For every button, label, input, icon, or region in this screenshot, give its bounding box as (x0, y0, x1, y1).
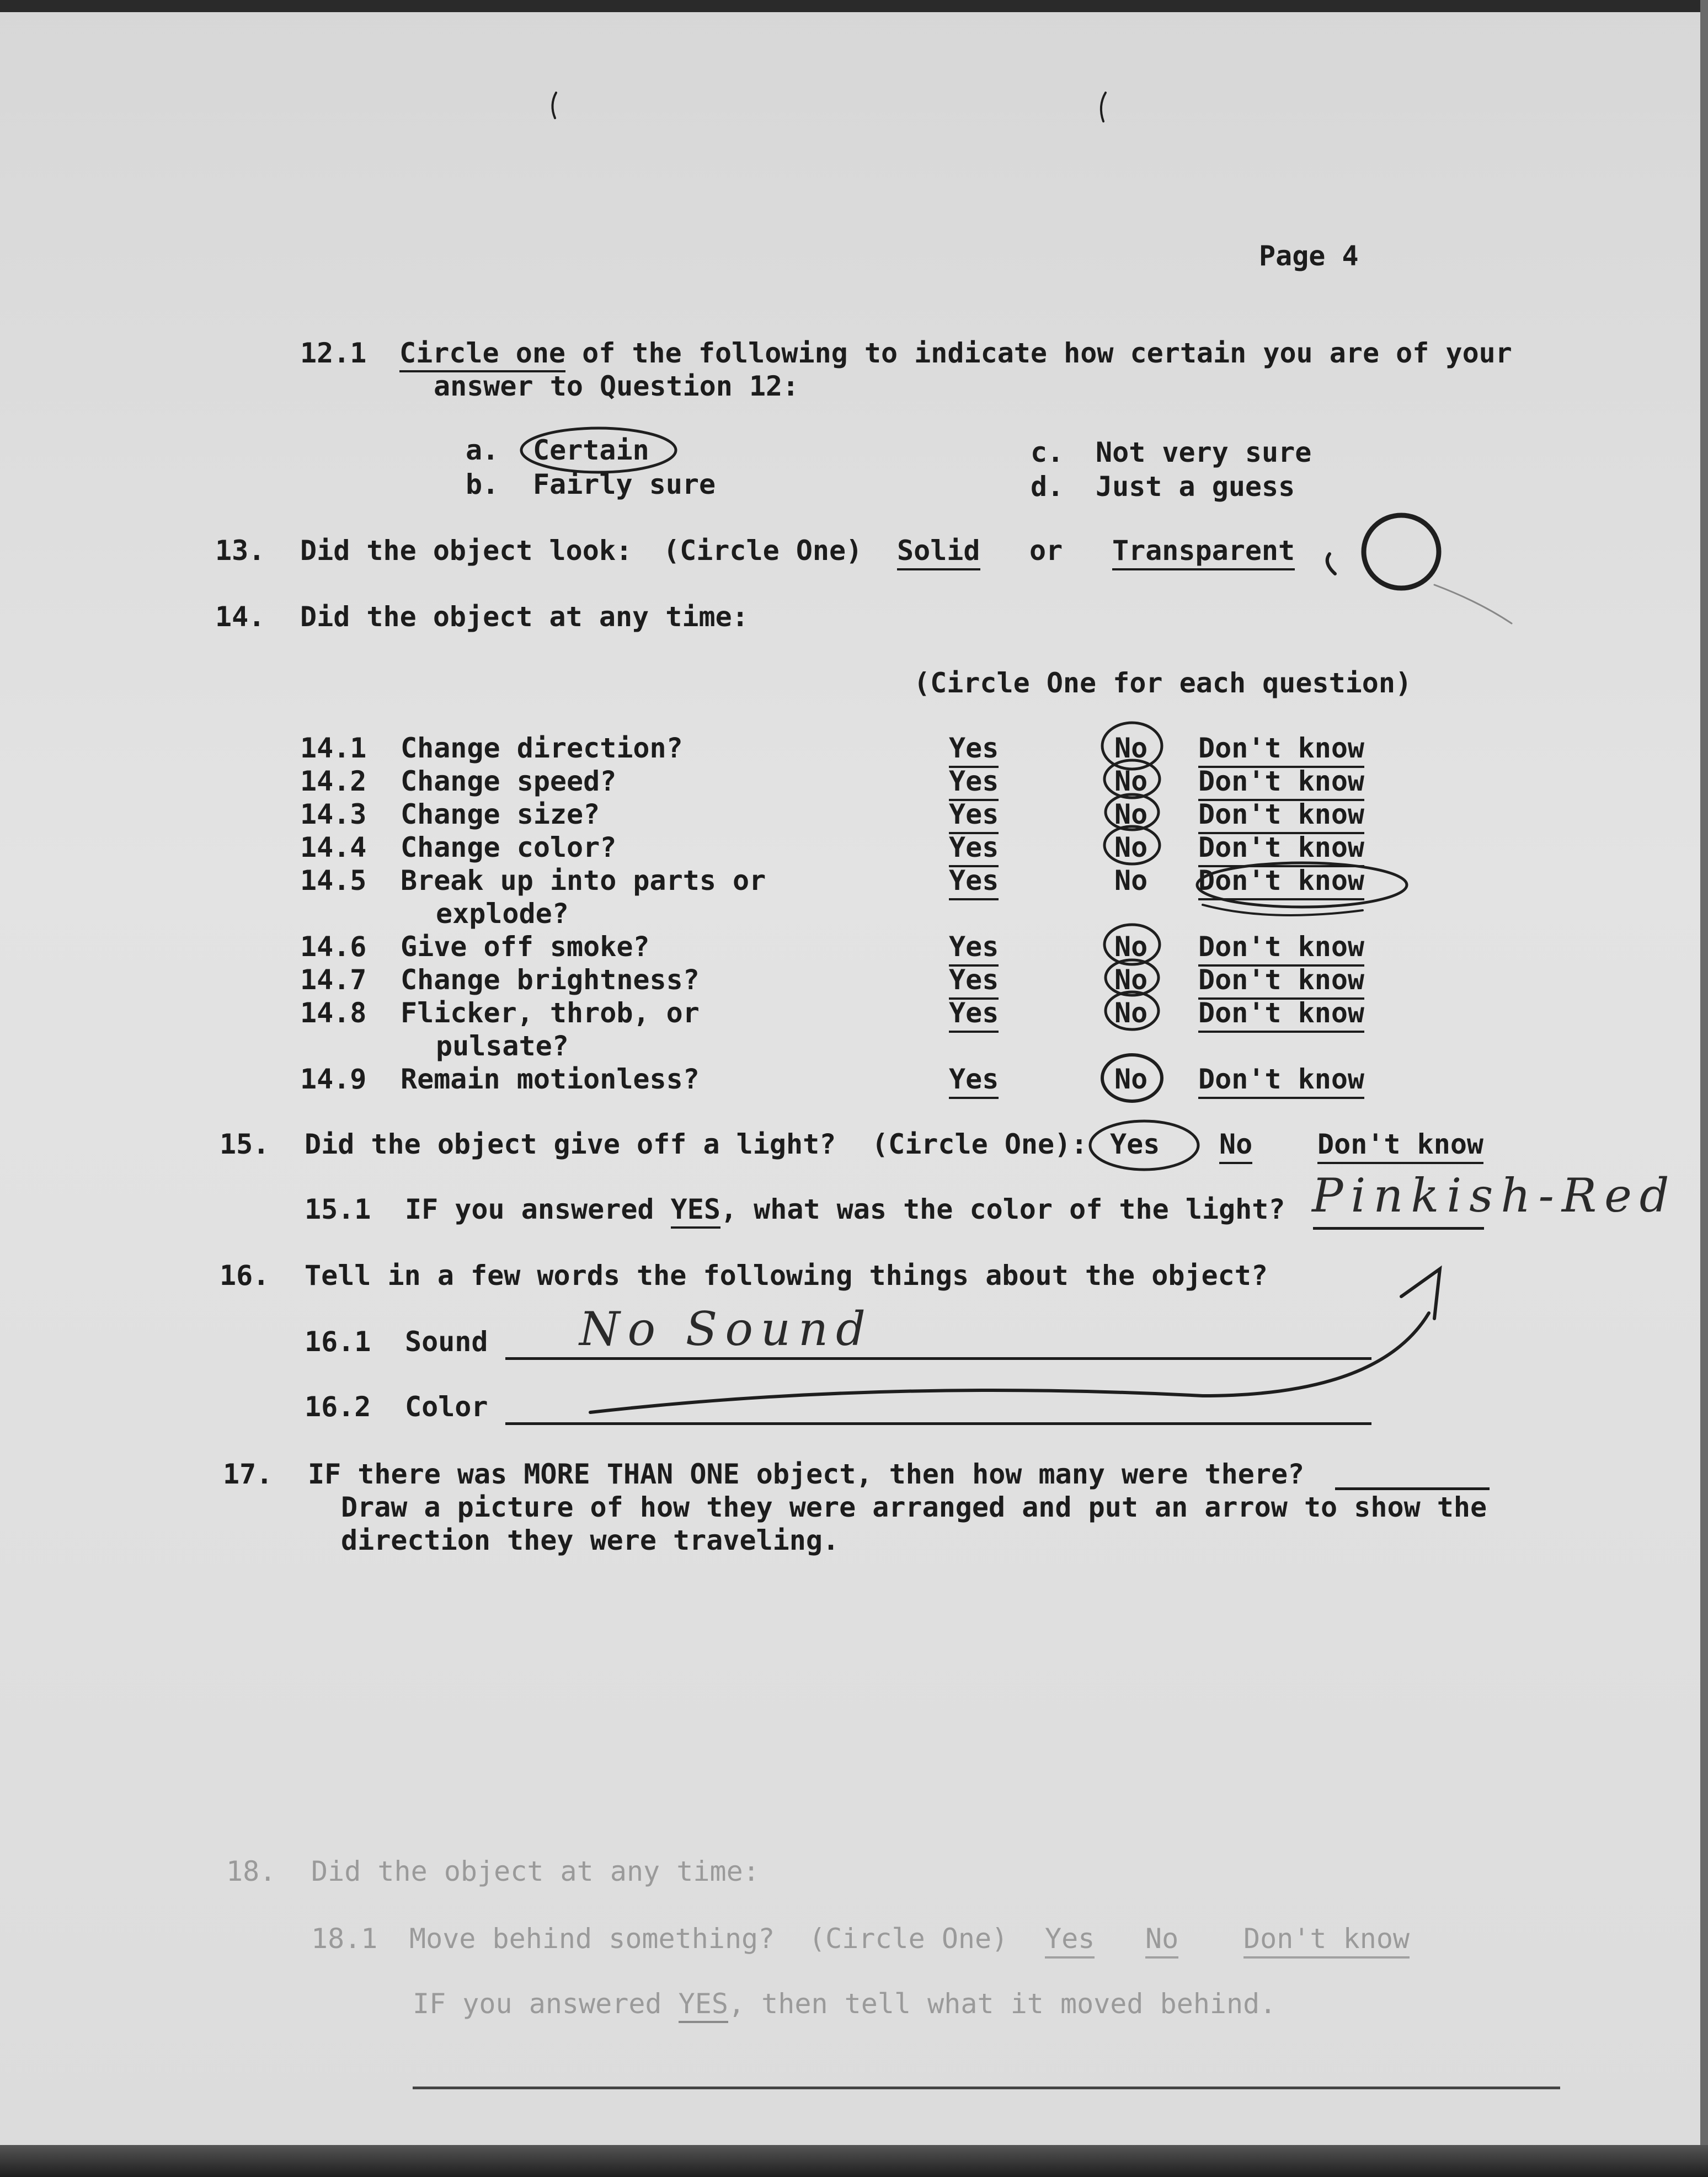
arrow-line-mark (590, 1313, 1429, 1412)
q14-6-yes[interactable]: Yes (949, 930, 999, 967)
q15-1-handwritten-answer[interactable]: Pinkish-Red (1312, 1168, 1677, 1223)
q14-1-yes[interactable]: Yes (949, 732, 999, 768)
q14-item-number: 14.5 (300, 865, 367, 897)
page-label: Page 4 (1259, 240, 1359, 272)
circle-mark-14-4-no (1104, 826, 1160, 864)
q14-2-no[interactable]: No (1114, 765, 1148, 797)
q14-item-number: 14.9 (300, 1063, 367, 1095)
q14-3-dont-know[interactable]: Don't know (1198, 798, 1364, 834)
q14-7-dont-know[interactable]: Don't know (1198, 963, 1364, 1000)
q15-no[interactable]: No (1219, 1128, 1252, 1164)
q14-3-no[interactable]: No (1114, 798, 1148, 830)
q12-1-text-line2: answer to Question 12: (434, 370, 799, 402)
q14-item-number: 14.1 (300, 732, 367, 764)
q14-item-text: Change size? (401, 798, 600, 830)
q14-1-no[interactable]: No (1114, 732, 1148, 764)
q18-text: Did the object at any time: (311, 1855, 760, 1887)
q14-5-dont-know[interactable]: Don't know (1198, 864, 1364, 900)
q14-4-no[interactable]: No (1114, 831, 1148, 863)
q15-1-text-b: , what was the color of the light? (720, 1193, 1285, 1225)
q13-number: 13. (215, 535, 265, 567)
q15-dont-know[interactable]: Don't know (1317, 1128, 1483, 1164)
q14-9-dont-know[interactable]: Don't know (1198, 1063, 1364, 1099)
circle-mark-14-8-no (1106, 992, 1159, 1029)
circle-mark-certain (521, 428, 676, 472)
q18-1-instruction: (Circle One) (809, 1923, 1008, 1955)
q14-8-dont-know[interactable]: Don't know (1198, 996, 1364, 1033)
circle-mark-14-9-no (1102, 1055, 1162, 1101)
q18-1-number: 18.1 (311, 1923, 378, 1955)
q18-followup-yes: YES (679, 1988, 728, 2023)
q18-1-yes[interactable]: Yes (1045, 1922, 1095, 1959)
q13-option-solid[interactable]: Solid (897, 534, 980, 570)
q16-2-label: Color (405, 1391, 488, 1423)
circle-mark-15-yes (1090, 1121, 1198, 1170)
q14-6-no[interactable]: No (1114, 931, 1148, 963)
q14-item-text: Remain motionless? (401, 1063, 700, 1095)
q13-or: or (1029, 535, 1063, 567)
q17-text-c: direction they were traveling. (341, 1524, 840, 1556)
q14-2-yes[interactable]: Yes (949, 765, 999, 801)
q17-text-a: IF there was MORE THAN ONE object, then how many were there? (308, 1458, 1305, 1490)
q18-followup-a: IF you answered (413, 1988, 679, 2020)
q12-1-option-d-letter: d. (1031, 471, 1064, 503)
q15-instruction: (Circle One): (872, 1128, 1088, 1160)
q14-item-text: Give off smoke? (401, 931, 650, 963)
q14-item-number: 14.2 (300, 765, 367, 797)
q15-number: 15. (220, 1128, 270, 1160)
q14-5-yes[interactable]: Yes (949, 864, 999, 900)
q12-1-option-b[interactable]: Fairly sure (533, 468, 716, 500)
q18-1-dont-know[interactable]: Don't know (1243, 1922, 1410, 1959)
q14-item-number: 14.3 (300, 798, 367, 830)
q14-item-text-cont: pulsate? (436, 1030, 569, 1062)
q14-item-number: 14.7 (300, 964, 367, 996)
q14-3-yes[interactable]: Yes (949, 798, 999, 834)
q17-number: 17. (223, 1458, 273, 1490)
q14-item-number: 14.8 (300, 997, 367, 1029)
q12-1-option-d[interactable]: Just a guess (1096, 471, 1295, 503)
q14-9-no[interactable]: No (1114, 1063, 1148, 1095)
q12-1-option-c-letter: c. (1031, 436, 1064, 468)
arrow-head-mark (1401, 1269, 1440, 1319)
q14-item-number: 14.4 (300, 831, 367, 863)
q18-number: 18. (226, 1855, 276, 1887)
q12-1-text-rest: of the following to indicate how certain you are of your (565, 337, 1512, 369)
circle-mark-14-6-no (1104, 925, 1160, 964)
bracket-mark (1327, 554, 1335, 574)
q16-text: Tell in a few words the following things about the object? (305, 1260, 1268, 1292)
q13-option-transparent[interactable]: Transparent (1112, 534, 1295, 570)
q16-number: 16. (220, 1260, 270, 1292)
q14-item-text: Break up into parts or (401, 865, 766, 897)
q15-1-text-yes: YES (671, 1193, 720, 1229)
circle-mark-14-1-no (1102, 723, 1162, 769)
q14-2-dont-know[interactable]: Don't know (1198, 765, 1364, 801)
q16-1-number: 16.1 (305, 1326, 371, 1358)
q18-1-no[interactable]: No (1145, 1922, 1178, 1959)
q14-item-text: Flicker, throb, or (401, 997, 700, 1029)
scan-mark-right (1101, 93, 1106, 121)
q18-followup-b: , then tell what it moved behind. (728, 1988, 1277, 2020)
q16-1-label: Sound (405, 1326, 488, 1358)
q14-4-yes[interactable]: Yes (949, 831, 999, 867)
q16-1-handwritten-answer[interactable]: No Sound (579, 1302, 873, 1356)
q13-instruction: (Circle One) (663, 535, 863, 567)
q12-1-number: 12.1 (300, 337, 367, 369)
stray-mark (1434, 585, 1512, 623)
q14-item-text: Change color? (401, 831, 617, 863)
q14-9-yes[interactable]: Yes (949, 1063, 999, 1099)
q12-1-option-a-letter: a. (466, 434, 499, 466)
q14-text: Did the object at any time: (300, 601, 749, 633)
q14-item-text: Change brightness? (401, 964, 700, 996)
q18-1-text: Move behind something? (409, 1923, 775, 1955)
q14-7-no[interactable]: No (1114, 964, 1148, 996)
q14-5-no[interactable]: No (1114, 865, 1148, 897)
q14-8-no[interactable]: No (1114, 997, 1148, 1029)
q15-1-number: 15.1 (305, 1193, 371, 1225)
q14-4-dont-know[interactable]: Don't know (1198, 831, 1364, 867)
q15-yes[interactable]: Yes (1110, 1128, 1160, 1160)
q12-1-option-a[interactable]: Certain (533, 434, 649, 466)
q13-text: Did the object look: (300, 535, 633, 567)
q16-2-number: 16.2 (305, 1391, 371, 1423)
circle-mark-14-2-no (1104, 760, 1160, 798)
q15-1-text-a: IF you answered (405, 1193, 671, 1225)
q12-1-option-b-letter: b. (466, 468, 499, 500)
circle-mark-transparent (1364, 515, 1439, 588)
q14-1-dont-know[interactable]: Don't know (1198, 732, 1364, 768)
q15-text: Did the object give off a light? (305, 1128, 836, 1160)
circle-mark-14-3-no (1106, 794, 1159, 830)
q14-7-yes[interactable]: Yes (949, 963, 999, 1000)
q17-text-b: Draw a picture of how they were arranged and put an arrow to show the (341, 1491, 1487, 1523)
q14-number: 14. (215, 601, 265, 633)
circle-mark-14-5-dont-know (1197, 863, 1407, 907)
q14-item-text-cont: explode? (436, 898, 569, 930)
q14-8-yes[interactable]: Yes (949, 996, 999, 1033)
q14-item-text: Change direction? (401, 732, 683, 764)
q14-instruction: (Circle One for each question) (914, 667, 1412, 699)
q12-1-text-lead: Circle one (399, 337, 565, 372)
q14-6-dont-know[interactable]: Don't know (1198, 930, 1364, 967)
q12-1-option-c[interactable]: Not very sure (1096, 436, 1312, 468)
q14-item-text: Change speed? (401, 765, 617, 797)
scan-mark-left (552, 93, 556, 118)
q14-item-number: 14.6 (300, 931, 367, 963)
